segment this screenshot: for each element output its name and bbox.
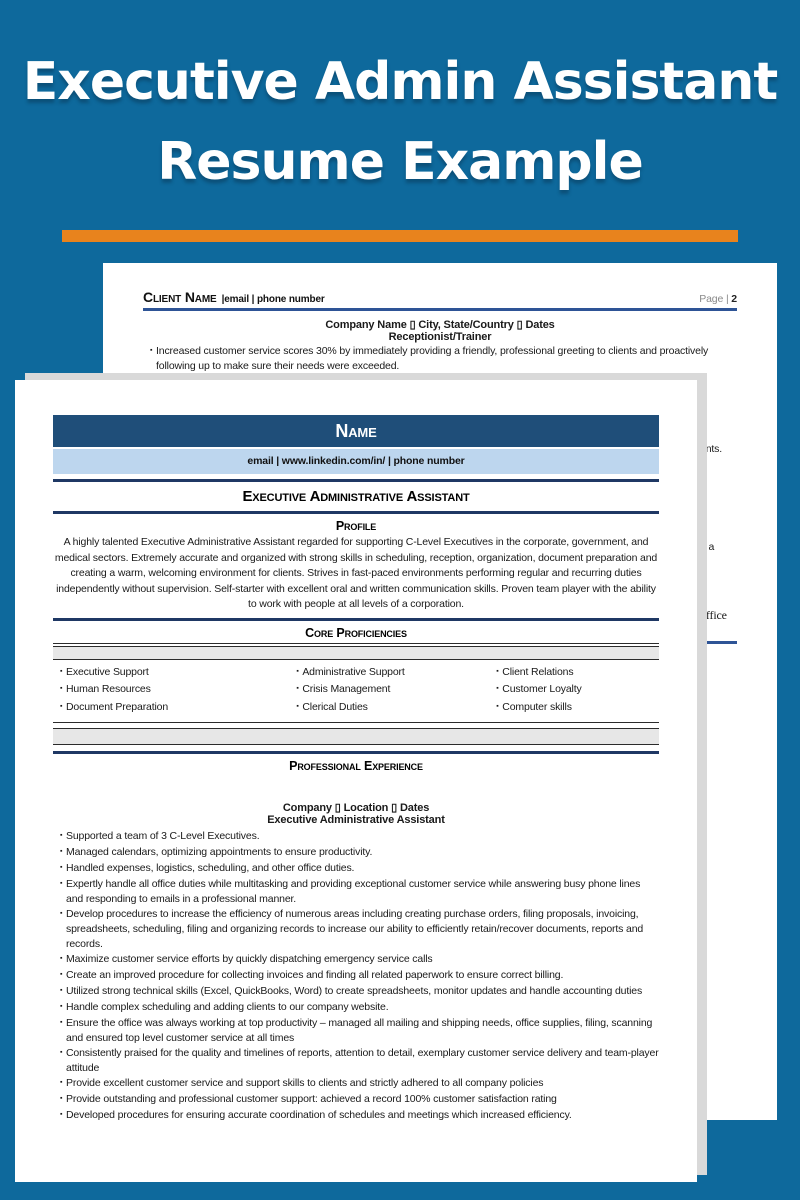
proficiency-item: [489, 700, 659, 717]
bullet-marker: [53, 877, 66, 907]
bullet-text: Provide excellent customer service and support skills to clients and strictly adhered to all company policies: [66, 1077, 544, 1089]
profile-heading: Profile: [335, 519, 377, 533]
bullet-marker: [53, 1016, 66, 1046]
proficiency-item: [53, 682, 289, 699]
bullet-marker: [53, 861, 66, 877]
experience-bullet: [53, 1076, 659, 1092]
bullet-text: Managed calendars, optimizing appointments to ensure productivity.: [66, 846, 373, 858]
thin-rule: [53, 643, 659, 644]
proficiency-text: Human Resources: [66, 683, 151, 695]
proficiency-text: Computer skills: [502, 700, 572, 713]
poster-title-line2: Resume Example: [157, 132, 643, 192]
thin-rule: [53, 722, 659, 723]
contact-banner: email | www.linkedin.com/in/ | phone number: [53, 447, 659, 474]
proficiency-item: [489, 665, 659, 682]
proficiency-item: [53, 665, 289, 682]
experience-bullet: [53, 1108, 659, 1124]
experience-bullet: [53, 984, 659, 1000]
experience-bullet: [53, 907, 659, 952]
experience-role: Executive Administrative Assistant: [267, 814, 445, 826]
resume-page-1: [15, 380, 697, 1182]
bullet-text: Utilized strong technical skills (Excel, QuickBooks, Word) to create spreadsheets, monitor updates and handle accounting duties: [66, 985, 643, 997]
bullet-marker: [53, 845, 66, 861]
bullet-marker: [53, 984, 66, 1000]
page2-edge-fragment: :: [700, 581, 703, 593]
section-line: [53, 511, 659, 514]
bullet-marker: [53, 1046, 66, 1076]
proficiency-text: Customer Loyalty: [502, 683, 582, 695]
proficiency-column-3: [489, 664, 659, 717]
client-name: Client Name: [143, 289, 217, 305]
page2-edge-fragment: g a: [700, 541, 715, 553]
proficiency-columns: [53, 664, 659, 717]
bullet-text: Increased customer service scores 30% by immediately providing a friendly, professional greeting to clients and proactively following up to make sure their needs were exceeded.: [156, 345, 709, 372]
bullet-text: Develop procedures to increase the efficiency of numerous areas including creating purchase orders, filing proposals, invoicing, spreadsheets, scheduling, filing and organizing records to increase our ability to efficiently retain/recover documents, reports and records.: [66, 908, 644, 950]
gray-bar: [53, 728, 659, 745]
bullet-marker: [489, 682, 502, 699]
page2-header-rule: [143, 308, 737, 311]
proficiency-text: Clerical Duties: [302, 700, 368, 713]
page2-role: Receptionist/Trainer: [388, 331, 492, 343]
bullet-marker: [53, 1092, 66, 1108]
bullet-marker: [53, 700, 66, 717]
experience-bullet: [53, 877, 659, 907]
proficiency-item: [289, 682, 489, 699]
proficiency-text: Document Preparation: [66, 700, 169, 713]
profile-text: A highly talented Executive Administrative Assistant regarded for supporting C-Level Executives in the corporate, government, and medical sectors. Extremely accurate and organized with strong skills in scheduling, reception, organization, document preparation and creating a warm, welcoming environment for clients. Strives in fast-paced environments performing regular and recurring duties independently without supervision. Self-starter with excellent oral and written communication skills. Proven team player with the ability to work with people at all levels of a corporation.: [54, 536, 658, 610]
bullet-marker: [53, 682, 66, 699]
orange-divider-bar: [62, 230, 738, 242]
spacer: [53, 773, 659, 801]
poster-title-line1: Executive Admin Assistant: [22, 52, 778, 112]
page-number-label: [699, 293, 737, 305]
bullet-marker: [53, 1076, 66, 1092]
experience-heading: Professional Experience: [289, 759, 423, 773]
bullet-marker: [489, 700, 502, 717]
bullet-marker: [53, 968, 66, 984]
bullet-marker: [289, 665, 302, 682]
page-word: Page |: [699, 293, 732, 305]
experience-bullet: [53, 1016, 659, 1046]
bullet-text: Developed procedures for ensuring accurate coordination of schedules and meetings which increased efficiency.: [66, 1109, 572, 1121]
page2-bullet: [143, 344, 737, 373]
experience-bullet: [53, 968, 659, 984]
proficiency-item: [53, 700, 289, 717]
proficiency-text: Crisis Management: [302, 683, 391, 695]
bullet-marker: [53, 1108, 66, 1124]
bullet-text: Maximize customer service efforts by quickly dispatching emergency service calls: [66, 953, 433, 965]
bullet-text: Expertly handle all office duties while multitasking and providing exceptional customer service while answering busy phone lines and responding to emails in a professional manner.: [66, 878, 641, 905]
experience-bullet: [53, 1046, 659, 1076]
bullet-marker: [289, 682, 302, 699]
bullet-text: Ensure the office was always working at top productivity – managed all mailing and shipping needs, office supplies, filing, scanning and ensured top level customer service at all times: [66, 1017, 653, 1044]
bullet-text: Consistently praised for the quality and timelines of reports, attention to detail, exemplary customer service delivery and team-player attitude: [66, 1047, 659, 1074]
page2-company-line: Company Name ▯ City, State/Country ▯ Dates: [325, 319, 555, 331]
bullet-marker: [489, 665, 502, 682]
resume-headline: Executive Administrative Assistant: [242, 488, 470, 505]
bullet-text: Handled expenses, logistics, scheduling, and other office duties.: [66, 862, 355, 874]
page-number: 2: [731, 293, 737, 305]
section-line: [53, 479, 659, 482]
proficiency-text: Client Relations: [502, 665, 574, 678]
proficiency-text: Executive Support: [66, 665, 149, 678]
bullet-text: Handle complex scheduling and adding clients to our company website.: [66, 1001, 389, 1013]
experience-bullet: [53, 845, 659, 861]
proficiency-item: [489, 682, 659, 699]
experience-bullet: [53, 1000, 659, 1016]
gray-bar: [53, 646, 659, 660]
page2-edge-fragment: f: [700, 415, 703, 427]
page2-edge-fragment: office: [700, 608, 727, 622]
bullet-marker: [53, 907, 66, 952]
proficiency-item: [289, 665, 489, 682]
page2-header-left: [143, 289, 325, 305]
bullet-marker: [53, 829, 66, 845]
experience-bullet: [53, 952, 659, 968]
poster-title: [0, 42, 800, 202]
bullet-marker: [53, 1000, 66, 1016]
proficiency-column-1: [53, 664, 289, 717]
experience-bullet: [53, 1092, 659, 1108]
core-proficiencies-heading: Core Proficiencies: [305, 625, 407, 640]
experience-bullet: [53, 829, 659, 845]
bullet-text: Provide outstanding and professional customer support: achieved a record 100% customer satisfaction rating: [66, 1093, 557, 1105]
proficiency-text: Administrative Support: [302, 665, 405, 678]
bullet-marker: [143, 344, 156, 373]
bullet-text: Create an improved procedure for collecting invoices and finding all related paperwork to ensure correct billing.: [66, 969, 564, 981]
proficiency-column-2: [289, 664, 489, 717]
experience-bullet: [53, 861, 659, 877]
proficiency-item: [289, 700, 489, 717]
bullet-text: Supported a team of 3 C-Level Executives.: [66, 830, 260, 842]
section-line: [53, 751, 659, 754]
bullet-marker: [53, 665, 66, 682]
section-line: [53, 618, 659, 621]
bullet-marker: [53, 952, 66, 968]
bullet-marker: [289, 700, 302, 717]
client-contact: |email | phone number: [221, 294, 325, 305]
name-banner: Name: [53, 415, 659, 447]
page2-edge-fragment: ents.: [700, 443, 723, 455]
page2-header: [143, 289, 737, 305]
experience-company-line: Company ▯ Location ▯ Dates: [282, 802, 430, 814]
